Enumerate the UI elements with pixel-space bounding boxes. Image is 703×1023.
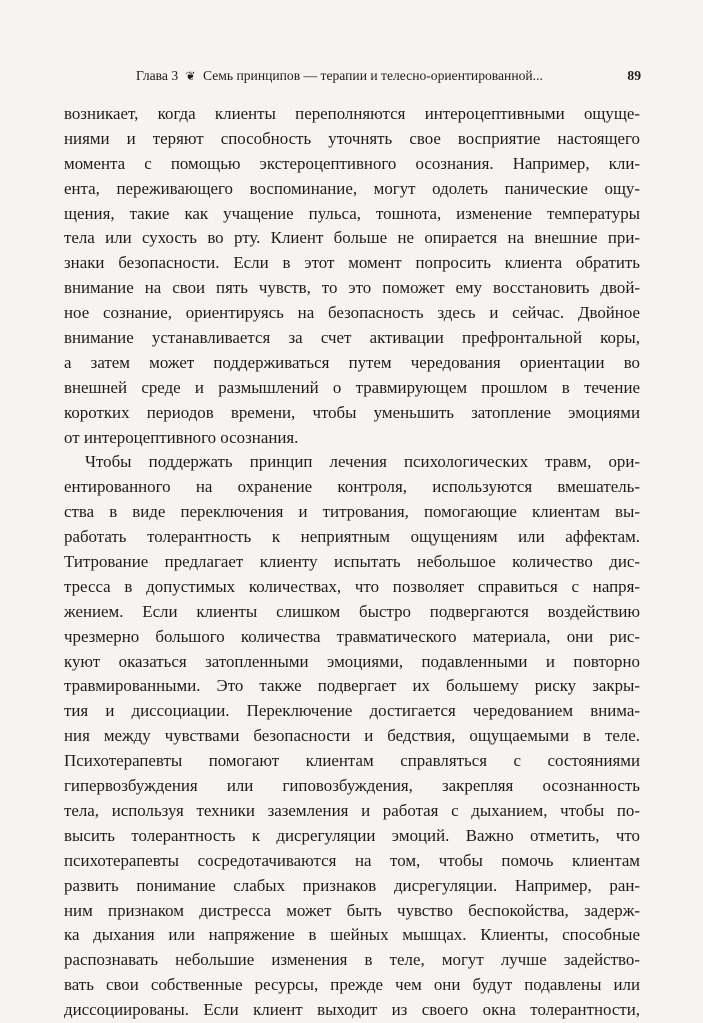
text-line: а затем может поддерживаться путем чередования ориентации во xyxy=(64,352,640,372)
text-line: тела, используя техники заземления и работая с дыханием, чтобы по- xyxy=(64,800,640,820)
text-line: тела или сухость во рту. Клиент больше не опирается на внешние при- xyxy=(64,228,640,248)
text-line: ства в виде переключения и титрования, помогающие клиентам вы- xyxy=(64,502,640,522)
text-line: гипервозбуждения или гиповозбуждения, закрепляя осознанность xyxy=(64,776,640,796)
text-line: работать толерантность к неприятным ощущениям или аффектам. xyxy=(64,527,640,547)
text-line: развить понимание слабых признаков дисрегуляции. Например, ран- xyxy=(64,875,640,895)
page-number: 89 xyxy=(627,68,641,83)
text-line: возникает, когда клиенты переполняются интероцептивными ощуще- xyxy=(64,104,640,123)
text-line: жением. Если клиенты слишком быстро подвергаются воздействию xyxy=(64,601,640,621)
text-line: Психотерапевты помогают клиентам справляться с состояниями xyxy=(64,751,640,771)
text-line: момента с помощью экстероцептивного осознания. Например, кли- xyxy=(64,153,640,173)
text-line: чрезмерно большого количества травматического материала, они рис- xyxy=(64,626,640,646)
text-line: ним признаком дистресса может быть чувство беспокойства, задерж- xyxy=(64,900,640,920)
text-line: внешней среде и размышлений о травмирующем прошлом в течение xyxy=(64,377,640,397)
text-line: психотерапевты сосредотачиваются на том, чтобы помочь клиентам xyxy=(64,850,640,870)
text-line: высить толерантность к дисрегуляции эмоций. Важно отметить, что xyxy=(64,825,640,845)
text-line: знаки безопасности. Если в этот момент попросить клиента обратить xyxy=(64,253,640,273)
text-line: ниями и теряют способность уточнять свое восприятие настоящего xyxy=(64,128,640,148)
text-line: щения, такие как учащение пульса, тошнота, изменение температуры xyxy=(64,203,640,223)
chapter-title: Семь принципов — терапии и телесно-ориентированной... xyxy=(203,68,543,83)
text-line: внимание устанавливается за счет активации префронтальной коры, xyxy=(64,328,640,348)
text-line: тия и диссоциации. Переключение достигается чередованием внима- xyxy=(64,701,640,721)
running-head xyxy=(64,66,641,86)
text-line: ента, переживающего воспоминание, могут одолеть панические ощу- xyxy=(64,178,640,198)
text-line: вать свои собственные ресурсы, прежде чем они будут подавлены или xyxy=(64,975,640,995)
body-text xyxy=(64,102,640,1023)
text-line: травмированными. Это также подвергает их большему риску закры- xyxy=(64,676,640,696)
text-line: тресса в допустимых количествах, что позволяет справиться с напря- xyxy=(64,576,640,596)
text-line: куют оказаться затопленными эмоциями, подавленными и повторно xyxy=(64,651,640,671)
text-line: диссоциированы. Если клиент выходит из своего окна толерантности, xyxy=(64,1000,640,1020)
text-line: ка дыхания или напряжение в шейных мышцах. Клиенты, способные xyxy=(64,925,640,945)
chapter-label: Глава 3 xyxy=(136,68,179,83)
text-line: распознавать небольшие изменения в теле, могут лучше задейство- xyxy=(64,950,640,970)
text-line: Титрование предлагает клиенту испытать небольшое количество дис- xyxy=(64,552,640,572)
text-line: коротких периодов времени, чтобы уменьшить затопление эмоциями xyxy=(64,402,640,422)
text-line: ентированного на охранение контроля, используются вмешатель- xyxy=(64,477,640,497)
text-line: Чтобы поддержать принцип лечения психологических травм, ори- xyxy=(85,452,640,472)
text-line: от интероцептивного осознания. xyxy=(64,427,299,447)
fleuron-icon: ❦ xyxy=(185,69,196,83)
running-head-title xyxy=(136,66,543,86)
text-line: ное сознание, ориентируясь на безопасность здесь и сейчас. Двойное xyxy=(64,303,640,323)
text-line: ния между чувствами безопасности и бедствия, ощущаемыми в теле. xyxy=(64,726,640,746)
text-line: внимание на свои пять чувств, то это поможет ему восстановить двой- xyxy=(64,278,640,298)
